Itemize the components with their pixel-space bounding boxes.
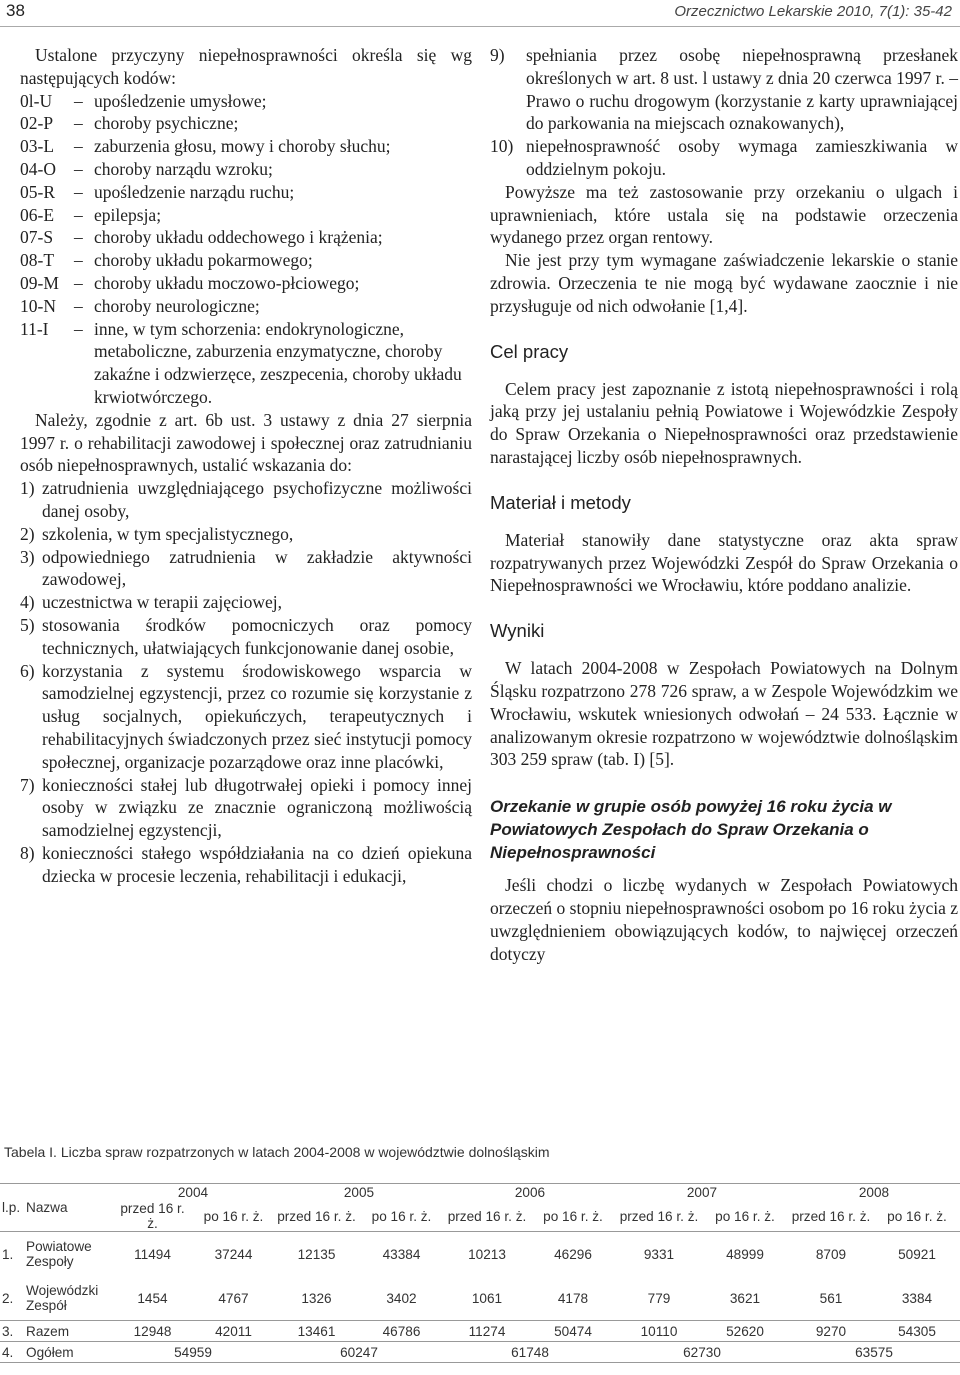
row-value: 561 <box>819 1290 843 1306</box>
header-year: 2006 <box>514 1185 546 1200</box>
code-text: zaburzenia głosu, mowy i choroby słuchu; <box>94 136 391 157</box>
table-caption: Tabela I. Liczba spraw rozpatrzonych w latach 2004-2008 w województwie dolnośląskim <box>4 1144 550 1160</box>
list-text: niepełnosprawność osoby wymaga zamieszkiwania w oddzielnym pokoju. <box>526 136 958 179</box>
code-item <box>20 272 472 295</box>
row-value: 43384 <box>382 1246 421 1262</box>
row-total-value: 61748 <box>511 1344 549 1360</box>
code-item <box>20 135 472 158</box>
code-label: 09-M <box>20 272 59 293</box>
header-year: 2004 <box>177 1185 209 1200</box>
row-name: Wojewódzki Zespół <box>26 1283 99 1313</box>
header-sub: przed 16 r. ż. <box>447 1208 527 1224</box>
row-name: Ogółem <box>26 1344 74 1360</box>
list-text: odpowiedniego zatrudnienia w zakładzie aktywności zawodowej, <box>42 546 472 590</box>
code-dash: – <box>74 272 83 293</box>
row-value: 37244 <box>214 1246 253 1262</box>
indications-list-continued <box>490 44 958 181</box>
list-item <box>490 44 958 135</box>
code-text: choroby neurologiczne; <box>94 295 260 316</box>
code-dash: – <box>74 204 83 225</box>
row-value: 42011 <box>215 1323 252 1339</box>
row-value: 1061 <box>471 1290 503 1306</box>
heading-material: Materiał i metody <box>490 491 631 513</box>
paragraph-wyniki: W latach 2004-2008 w Zespołach Powiatowych na Dolnym Śląsku rozpatrzono 278 726 spraw, a w Zespole Wojewódzkim we Wrocławiu, wskutek wniesionych odwołań – 24 533. Łącznie w analizowanym okresie rozpatrzono w województwie dolnośląskim 303 259 spraw (tab. I) [5]. <box>490 658 958 770</box>
code-dash: – <box>74 136 83 157</box>
row-value: 11494 <box>134 1246 171 1262</box>
list-item <box>490 135 958 181</box>
row-lp: 2. <box>2 1290 14 1306</box>
row-name: Razem <box>26 1323 70 1339</box>
code-item <box>20 90 472 113</box>
paragraph-orzekanie: Jeśli chodzi o liczbę wydanych w Zespołach Powiatowych orzeczeń o stopniu niepełnosprawności osobom po 16 roku życia z uwzględnieniem obowiązujących kodów, to najwięcej orzeczeń dotyczy <box>490 875 958 964</box>
codes-intro: Ustalone przyczyny niepełnosprawności określa się wg następujących kodów: <box>20 45 472 88</box>
code-item <box>20 295 472 318</box>
list-number: 4) <box>20 592 35 613</box>
code-dash: – <box>74 181 83 202</box>
right-column <box>490 44 958 965</box>
row-value: 46786 <box>382 1323 421 1339</box>
list-text: konieczności stałego współdziałania na co dzień opiekuna dziecka w procesie leczenia, rehabilitacji i edukacji, <box>42 842 472 886</box>
list-number: 7) <box>20 774 35 795</box>
list-item <box>20 774 472 842</box>
list-item <box>20 842 472 888</box>
list-text: korzystania z systemu środowiskowego wsparcia w samodzielnej egzystencji, przez co rozumie się korzystanie z usług socjalnych, opiekuńczych, terapeutycznych i rehabilitacyjnych świadczonych przez sieć instytucji pomocy społecznej, organizacje pozarządowe oraz inne placówki, <box>42 660 472 772</box>
code-item <box>20 226 472 249</box>
row-name: Powiatowe Zespoły <box>26 1239 92 1269</box>
paragraph-certificate: Nie jest przy tym wymagane zaświadczenie lekarskie o stanie zdrowia. Orzeczenia te nie mogą być wydawane zaocznie i nie przysługuje od nich odwołanie [1,4]. <box>490 250 958 316</box>
row-value: 8709 <box>815 1246 847 1262</box>
table-header-years <box>0 1184 960 1202</box>
header-name: Nazwa <box>26 1200 68 1215</box>
row-value: 9331 <box>643 1246 675 1262</box>
row-total-value: 54959 <box>174 1344 212 1360</box>
header-sub: przed 16 r. ż. <box>791 1208 871 1224</box>
code-item <box>20 318 472 409</box>
header-sub: po 16 r. ż. <box>371 1208 432 1224</box>
code-label: 10-N <box>20 295 56 316</box>
code-text: choroby układu oddechowego i krążenia; <box>94 227 383 248</box>
row-total-value: 63575 <box>855 1344 893 1360</box>
list-text: zatrudnienia uwzględniającego psychofizyczne możliwości danej osoby, <box>42 478 472 521</box>
row-value: 54305 <box>898 1323 936 1339</box>
code-text: upośledzenie umysłowe; <box>94 90 267 111</box>
row-value: 12948 <box>133 1323 172 1339</box>
table-row <box>0 1321 960 1342</box>
code-label: 07-S <box>20 227 54 248</box>
list-number: 8) <box>20 842 35 863</box>
code-item <box>20 181 472 204</box>
paragraph-material: Materiał stanowiły dane statystyczne oraz akta spraw rozpatrywanych przez Wojewódzki Zespół do Spraw Orzekania o Niepełnosprawności we Wrocławiu, które poddano analizie. <box>490 529 958 596</box>
row-value: 12135 <box>297 1246 336 1262</box>
table-row <box>0 1276 960 1321</box>
list-number: 3) <box>20 546 35 567</box>
list-item <box>20 477 472 523</box>
row-value: 48999 <box>726 1246 764 1262</box>
list-number: 1) <box>20 478 35 499</box>
page-header <box>0 0 960 27</box>
header-sub: po 16 r. ż. <box>203 1208 264 1224</box>
row-value: 52620 <box>726 1323 764 1339</box>
header-sub: przed 16 r. ż. <box>277 1208 356 1224</box>
list-text: uczestnictwa w terapii zajęciowej, <box>42 592 283 613</box>
code-item <box>20 112 472 135</box>
code-dash: – <box>74 295 83 316</box>
code-dash: – <box>74 113 83 134</box>
list-number: 5) <box>20 614 35 635</box>
header-lp: l.p. <box>2 1200 21 1215</box>
paragraph-relief: Powyższe ma też zastosowanie przy orzekaniu o ulgach i uprawnieniach, które ustala się na podstawie orzeczenia wydanego przez organ rentowy. <box>490 181 958 248</box>
row-lp: 3. <box>2 1323 14 1339</box>
paragraph-indications: Należy, zgodnie z art. 6b ust. 3 ustawy z dnia 27 sierpnia 1997 r. o rehabilitacji zawodowej i społecznej oraz zatrudnianiu osób niepełnosprawnych, ustalić wskazania do: <box>20 409 472 476</box>
code-label: 0l-U <box>20 90 53 111</box>
row-total-value: 60247 <box>340 1344 378 1360</box>
heading-cel-pracy: Cel pracy <box>490 340 569 362</box>
table-row-total <box>0 1342 960 1363</box>
row-value: 1454 <box>137 1290 168 1306</box>
list-number: 6) <box>20 660 35 681</box>
header-year: 2007 <box>686 1185 718 1200</box>
row-value: 9270 <box>815 1323 847 1339</box>
table-header-sub <box>0 1201 960 1232</box>
code-text: choroby układu moczowo-płciowego; <box>94 272 360 293</box>
header-year: 2005 <box>343 1185 375 1200</box>
page-number: 38 <box>6 1 25 20</box>
header-sub: po 16 r. ż. <box>715 1208 775 1224</box>
row-value: 50474 <box>554 1323 592 1339</box>
row-value: 4178 <box>557 1290 589 1306</box>
code-text: choroby narządu wzroku; <box>94 158 273 179</box>
code-text: inne, w tym schorzenia: endokrynologiczne, metaboliczne, zaburzenia enzymatyczne, choroby zakaźne i odzwierzęce, zeszpecenia, choroby układu krwiotwórczego. <box>94 318 462 407</box>
row-value: 4767 <box>218 1290 249 1306</box>
row-total-value: 62730 <box>683 1344 721 1360</box>
table-row <box>0 1232 960 1277</box>
row-lp: 4. <box>2 1344 14 1360</box>
list-number: 2) <box>20 523 35 544</box>
list-item <box>20 614 472 660</box>
row-value: 46296 <box>554 1246 592 1262</box>
row-lp: 1. <box>2 1246 14 1262</box>
header-sub: po 16 r. ż. <box>543 1208 603 1224</box>
code-item <box>20 204 472 227</box>
journal-citation: Orzecznictwo Lekarskie 2010, 7(1): 35-42 <box>674 3 952 20</box>
row-value: 10110 <box>640 1323 678 1339</box>
code-item <box>20 158 472 181</box>
code-label: 11-I <box>20 318 49 339</box>
code-label: 02-P <box>20 113 54 134</box>
heading-wyniki: Wyniki <box>490 620 545 642</box>
list-number: 10) <box>490 136 514 157</box>
row-value: 50921 <box>898 1246 936 1262</box>
header-sub: po 16 r. ż. <box>887 1208 947 1224</box>
list-text: stosowania środków pomocniczych oraz pomocy technicznych, ułatwiających funkcjonowanie danej osobie, <box>42 614 472 658</box>
code-label: 05-R <box>20 181 55 202</box>
code-text: choroby psychiczne; <box>94 113 239 134</box>
indications-list <box>20 477 472 887</box>
code-text: choroby układu pokarmowego; <box>94 250 313 271</box>
header-sub: przed 16 r. ż. <box>619 1208 699 1224</box>
row-value: 10213 <box>468 1246 506 1262</box>
list-item <box>20 660 472 774</box>
list-number: 9) <box>490 45 505 65</box>
code-dash: – <box>74 90 83 111</box>
code-label: 03-L <box>20 136 55 157</box>
code-text: upośledzenie narządu ruchu; <box>94 181 295 202</box>
list-item <box>20 546 472 592</box>
list-text: spełniania przez osobę niepełnosprawną przesłanek określonych w art. 8 ust. l ustawy z dnia 20 czerwca 1997 r. – Prawo o ruchu drogowym (korzystanie z karty uprawniającej do parkowania na miejscach oznakowanych), <box>526 45 958 134</box>
code-label: 04-O <box>20 158 56 179</box>
code-dash: – <box>74 158 83 179</box>
code-item <box>20 249 472 272</box>
row-value: 3402 <box>386 1290 417 1306</box>
row-value: 3384 <box>901 1290 933 1306</box>
cases-table <box>0 1183 960 1363</box>
left-column <box>20 44 472 887</box>
code-dash: – <box>74 318 83 339</box>
list-item <box>20 523 472 546</box>
header-year: 2008 <box>858 1185 890 1200</box>
list-text: szkolenia, w tym specjalistycznego, <box>42 523 294 544</box>
codes-list <box>20 90 472 409</box>
code-dash: – <box>74 227 83 248</box>
heading-orzekanie: Orzekanie w grupie osób powyżej 16 roku życia w Powiatowych Zespołach do Spraw Orzekania o Niepełnosprawności <box>490 797 892 863</box>
row-value: 11274 <box>468 1323 506 1339</box>
paragraph-cel: Celem pracy jest zapoznanie z istotą niepełnosprawności i rolą jaką przy jej ustalaniu pełnią Powiatowe i Wojewódzkie Zespoły do Spraw Orzekania o Niepełnosprawności oraz przedstawienie narastającej liczby osób niepełnosprawnych. <box>490 378 958 467</box>
code-dash: – <box>74 250 83 271</box>
row-value: 13461 <box>297 1323 336 1339</box>
code-text: epilepsja; <box>94 204 162 225</box>
row-value: 1326 <box>301 1290 332 1306</box>
header-sub: przed 16 r. ż. <box>120 1201 185 1231</box>
list-text: konieczności stałej lub długotrwałej opieki i pomocy innej osoby w związku ze znacznie ograniczoną możliwością samodzielnej egzystencji, <box>42 774 472 841</box>
row-value: 779 <box>647 1290 671 1306</box>
row-value: 3621 <box>729 1290 761 1306</box>
list-item <box>20 591 472 614</box>
code-label: 08-T <box>20 250 55 271</box>
code-label: 06-E <box>20 204 55 225</box>
